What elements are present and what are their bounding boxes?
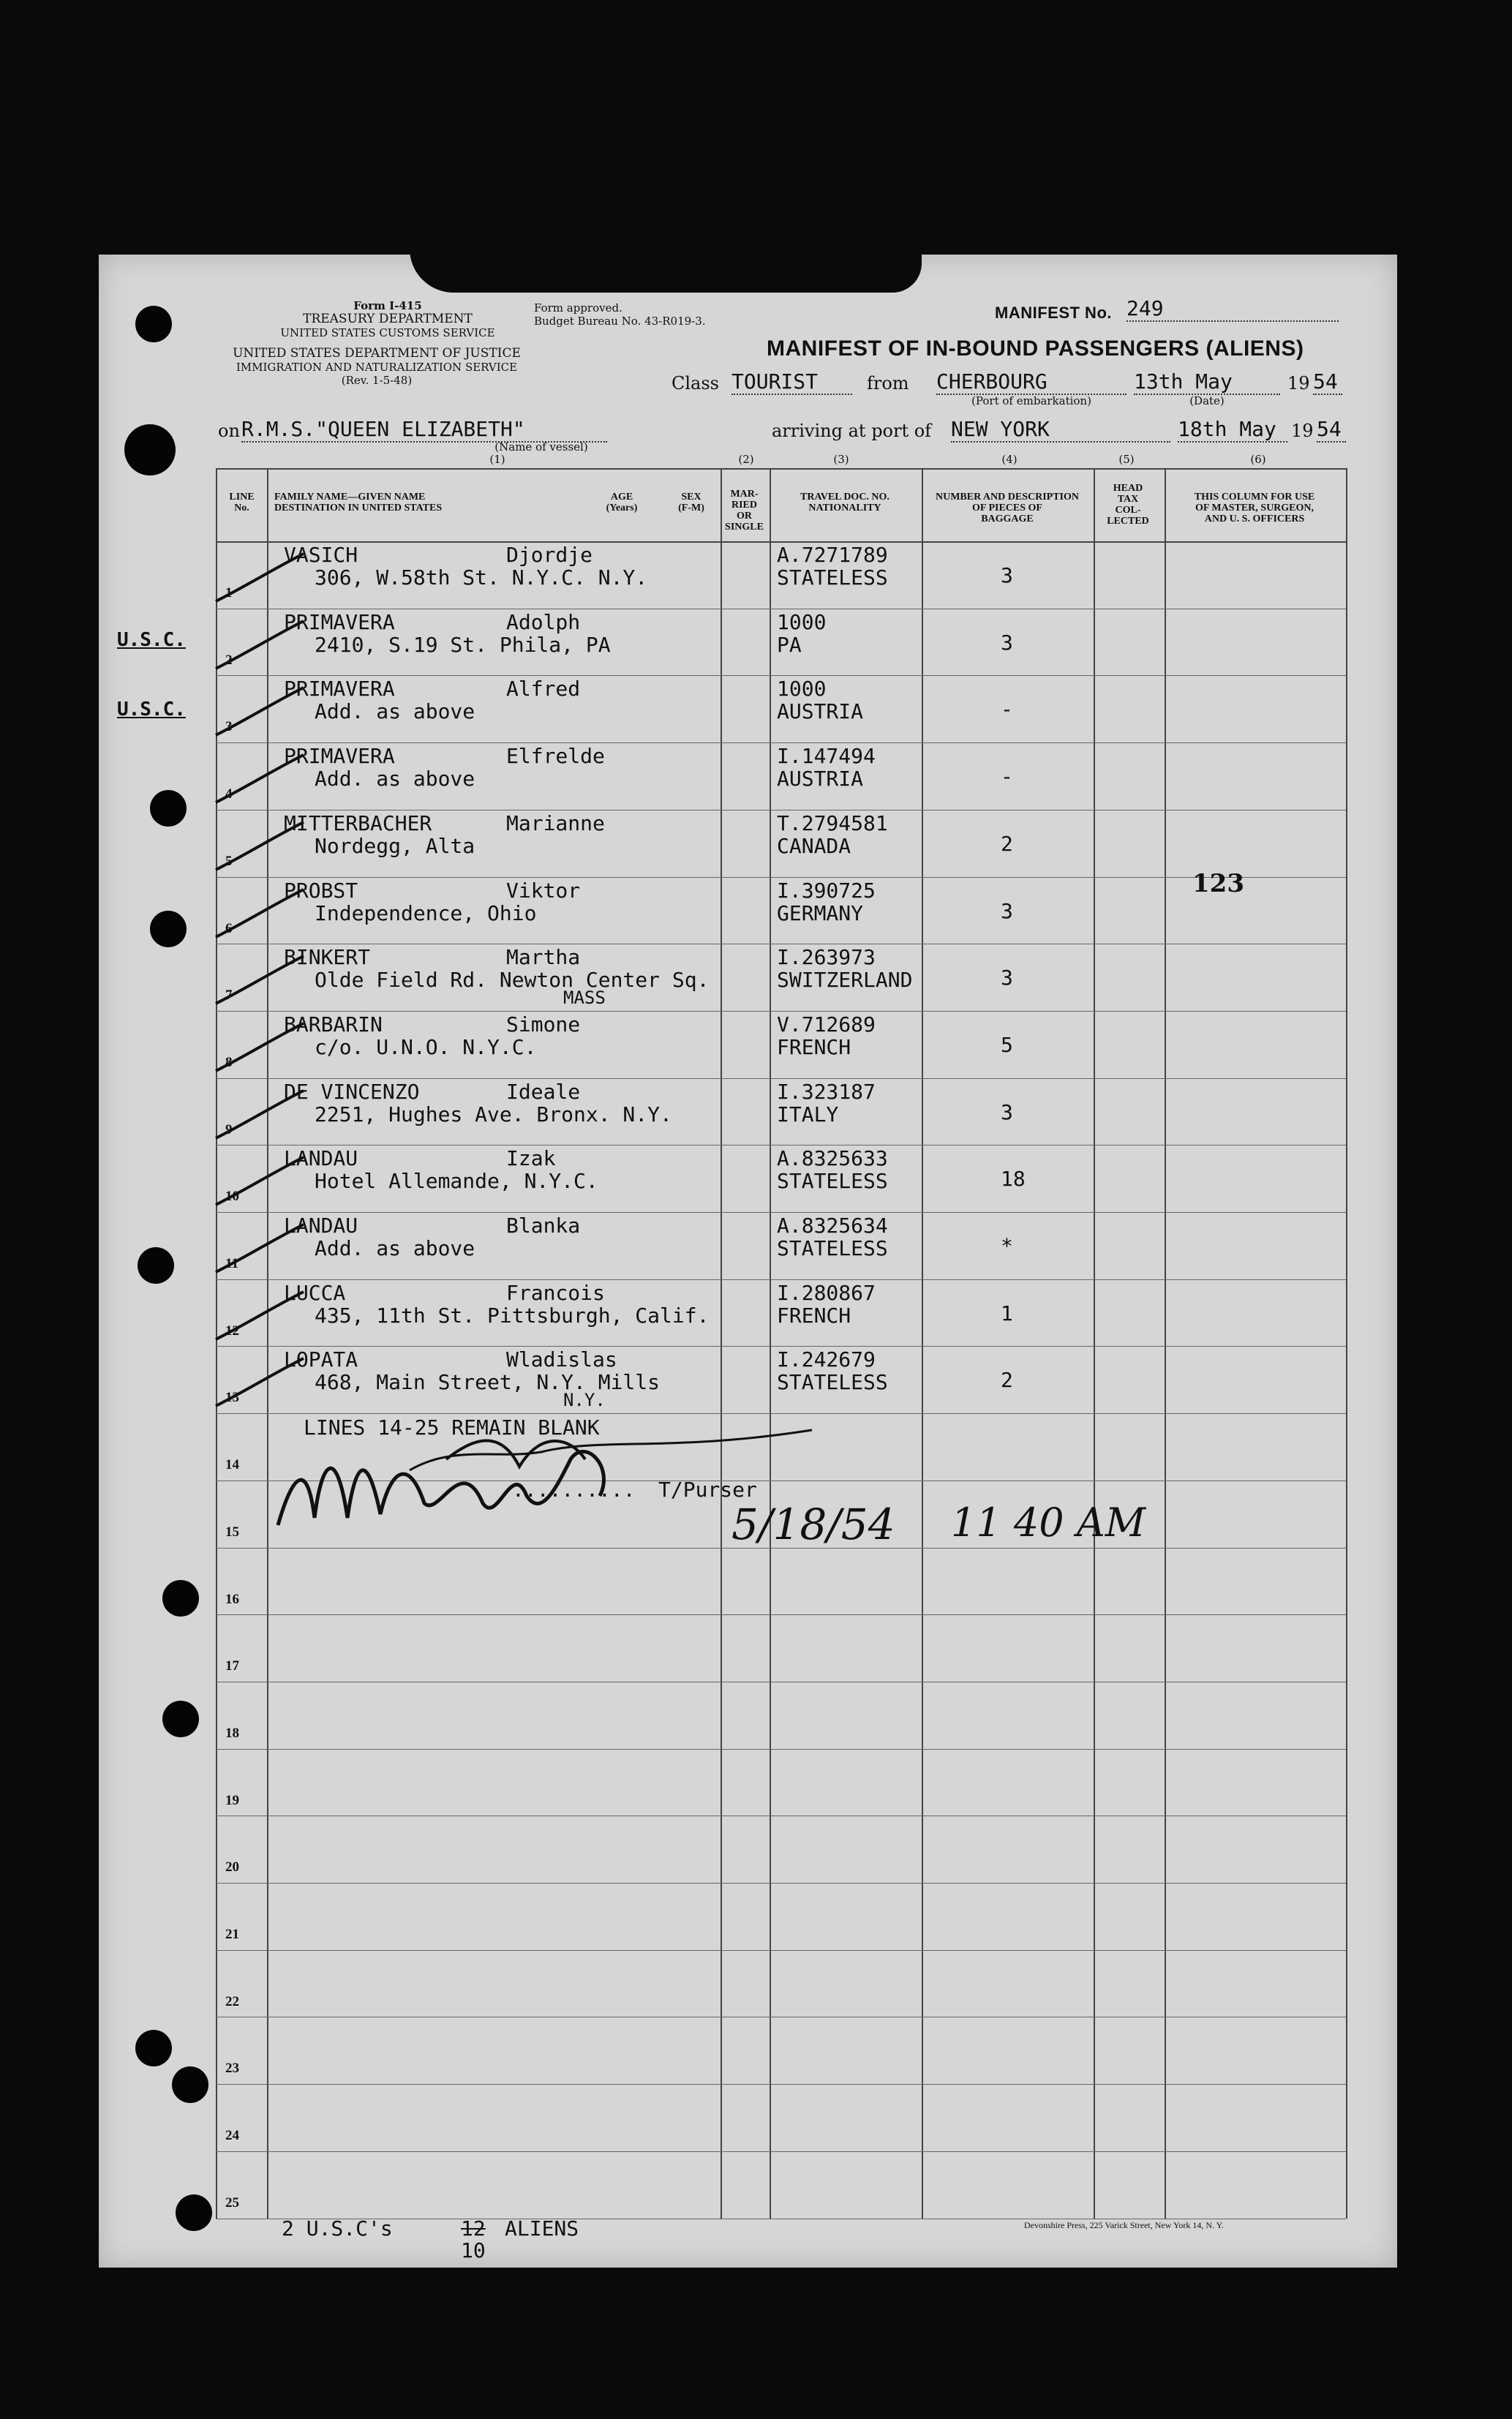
table-column-rule [1165,468,1166,2219]
family-name: BARBARIN [284,1012,383,1037]
line-number: 16 [225,1591,239,1607]
check-slash-mark [208,1355,311,1413]
destination-line-2: MASS [563,987,606,1009]
table-row-rule [216,1614,1346,1615]
punch-hole [150,790,187,827]
line-number: 8 [225,1054,233,1070]
from-label: from [867,373,909,394]
travel-doc-number: I.390725 [777,878,876,903]
punch-hole [162,1580,199,1617]
given-name: Blanka [506,1214,581,1238]
family-name: LANDAU [284,1146,358,1171]
baggage-count: 3 [1001,563,1013,587]
arrival-year-label: 19 [1291,421,1314,441]
table-column-rule [1346,468,1347,2219]
manifest-number: 249 [1127,296,1339,322]
nationality: STATELESS [777,1370,888,1395]
justice-dept: UNITED STATES DEPARTMENT OF JUSTICE [233,346,521,361]
check-slash-mark [208,684,311,742]
family-name: LANDAU [284,1214,358,1238]
arriving-label: arriving at port of [772,421,932,441]
line-number: 15 [225,1524,239,1540]
departure-date: 13th May [1134,369,1280,395]
baggage-count: 3 [1001,630,1013,655]
travel-doc-number: 1000 [777,609,827,634]
footer-aliens-label: ALIENS [505,2216,579,2241]
destination: Independence, Ohio [315,900,537,925]
travel-doc-number: I.263973 [777,945,876,970]
baggage-count: 1 [1001,1301,1013,1325]
col-number-1: (1) [489,453,505,466]
manifest-label: MANIFEST No. [995,304,1112,322]
remain-blank-note: LINES 14-25 REMAIN BLANK [304,1415,600,1440]
col-number-3: (3) [833,453,849,466]
destination: Hotel Allemande, N.Y.C. [315,1169,598,1194]
family-name: DE VINCENZO [284,1079,420,1104]
line-number: 17 [225,1658,239,1674]
class-label: Class [672,373,719,394]
port-embarkation: CHERBOURG [936,369,1127,395]
line-number: 10 [225,1189,239,1205]
table-column-rule [721,468,722,2219]
table-row-rule [216,1212,1346,1213]
line-number: 1 [225,585,233,601]
nationality: PA [777,632,802,657]
purser-dots: .......... [512,1478,636,1502]
line-number: 12 [225,1323,239,1339]
line-number: 24 [225,2128,239,2144]
nationality: FRENCH [777,1034,851,1059]
nationality: ITALY [777,1102,839,1126]
baggage-count: * [1001,1234,1013,1258]
table-column-rule [922,468,923,2219]
check-slash-mark [208,1221,311,1279]
nationality: STATELESS [777,1169,888,1194]
table-row-rule [216,675,1346,676]
baggage-count: - [1001,764,1013,789]
nationality: STATELESS [777,1236,888,1260]
family-name: BINKERT [284,945,371,970]
punch-hole [162,1701,199,1737]
table-row-rule [216,2084,1346,2085]
punch-hole [150,911,187,947]
destination: Olde Field Rd. Newton Center Sq. [315,968,710,993]
line-number: 18 [225,1725,239,1741]
table-column-rule [770,468,771,2219]
manifest-title: MANIFEST OF IN-BOUND PASSENGERS (ALIENS) [767,336,1304,361]
stamp-number: 123 [1192,869,1244,898]
destination: Add. as above [315,699,475,724]
punch-hole [135,2030,172,2066]
punch-hole [124,424,176,475]
baggage-count: 3 [1001,966,1013,990]
family-name: PROBST [284,878,358,903]
destination: 2251, Hughes Ave. Bronx. N.Y. [315,1102,672,1126]
travel-doc-number: A.7271789 [777,543,888,567]
travel-doc-number: I.323187 [777,1079,876,1104]
destination: 435, 11th St. Pittsburgh, Calif. [315,1303,710,1328]
line-number: 20 [225,1859,239,1876]
given-name: Elfrelde [506,744,605,769]
year-value: 54 [1313,369,1342,395]
family-name: VASICH [284,543,358,567]
given-name: Adolph [506,609,581,634]
check-slash-mark [208,550,311,609]
baggage-count: 3 [1001,1099,1013,1124]
punch-hole [172,2066,208,2103]
destination: Add. as above [315,767,475,791]
header-travel-doc: TRAVEL DOC. NO. NATIONALITY [800,492,889,513]
header-age: AGE (Years) [606,492,638,513]
line-number: 3 [225,719,233,735]
check-slash-mark [208,952,311,1011]
purser-label: T/Purser [658,1478,757,1502]
side-note-usc: U.S.C. [117,629,186,651]
baggage-count: 2 [1001,1368,1013,1393]
col-number-6: (6) [1250,453,1266,466]
nationality: SWITZERLAND [777,968,913,993]
check-slash-mark [208,617,311,676]
table-row-rule [216,2151,1346,2152]
given-name: Marianne [506,810,605,835]
travel-doc-number: 1000 [777,677,827,701]
customs-service: UNITED STATES CUSTOMS SERVICE [280,326,495,339]
class-value: TOURIST [731,369,852,395]
side-note-usc: U.S.C. [117,699,186,721]
nationality: FRENCH [777,1303,851,1328]
treasury-dept: TREASURY DEPARTMENT [303,312,473,326]
table-row-rule [216,742,1346,743]
nationality: AUSTRIA [777,767,864,791]
given-name: Simone [506,1012,581,1037]
baggage-count: 5 [1001,1032,1013,1057]
col-number-5: (5) [1118,453,1135,466]
header-line-no: LINE No. [229,492,255,513]
footer-aliens-corrected: 10 [461,2238,486,2262]
travel-doc-number: A.8325633 [777,1146,888,1171]
on-label: on [218,421,240,441]
travel-doc-number: I.280867 [777,1280,876,1305]
given-name: Ideale [506,1079,581,1104]
destination: c/o. U.N.O. N.Y.C. [315,1034,537,1059]
family-name: LOPATA [284,1347,358,1372]
baggage-count: 18 [1001,1167,1026,1192]
destination: Add. as above [315,1236,475,1260]
header-married: MAR- RIED OR SINGLE [725,489,764,533]
given-name: Francois [506,1280,605,1305]
given-name: Djordje [506,543,593,567]
handwritten-date: 5/18/54 [731,1500,895,1549]
nationality: STATELESS [777,565,888,590]
vessel-name: R.M.S."QUEEN ELIZABETH" [241,417,607,443]
check-slash-mark [208,819,311,877]
line-number: 11 [225,1256,238,1271]
line-number: 22 [225,1993,239,2009]
nationality: GERMANY [777,900,864,925]
line-number: 6 [225,920,233,936]
table-row-rule [216,1883,1346,1884]
arrival-port: NEW YORK [951,417,1170,443]
destination: 2410, S.19 St. Phila, PA [315,632,611,657]
travel-doc-number: I.147494 [777,744,876,769]
footer-aliens-struck: 12 [461,2216,486,2241]
family-name: MITTERBACHER [284,810,432,835]
table-row-rule [216,1950,1346,1951]
header-family-name: FAMILY NAME—GIVEN NAME DESTINATION IN UNITED STATES [274,492,443,513]
line-number: 7 [225,987,233,1004]
line-number: 4 [225,786,233,802]
arrival-year: 54 [1317,417,1346,443]
table-row-rule [216,1346,1346,1347]
table-row-rule [216,1749,1346,1750]
check-slash-mark [208,1154,311,1212]
form-number: Form I-415 [353,299,422,312]
check-slash-mark [208,1087,311,1145]
line-number: 21 [225,1927,239,1942]
travel-doc-number: I.242679 [777,1347,876,1372]
footer-uscs: 2 U.S.C's [282,2216,393,2241]
torn-edge [410,249,922,293]
line-number: 19 [225,1792,239,1808]
revision: (Rev. 1-5-48) [341,374,413,387]
baggage-count: 3 [1001,898,1013,923]
given-name: Alfred [506,677,581,701]
form-approved: Form approved. [534,301,623,315]
line-number: 25 [225,2194,239,2211]
check-slash-mark [208,886,311,944]
family-name: PRIMAVERA [284,677,395,701]
nationality: AUSTRIA [777,699,864,724]
line-number: 13 [225,1390,239,1406]
check-slash-mark [208,1288,311,1347]
nationality: CANADA [777,833,851,858]
header-baggage: NUMBER AND DESCRIPTION OF PIECES OF BAGGAGE [935,492,1080,524]
table-column-rule [1094,468,1095,2219]
given-name: Viktor [506,878,581,903]
family-name: PRIMAVERA [284,744,395,769]
family-name: PRIMAVERA [284,609,395,634]
vessel-caption: (Name of vessel) [494,440,588,454]
given-name: Izak [506,1146,556,1171]
destination: 306, W.58th St. N.Y.C. N.Y. [315,565,648,590]
baggage-count: - [1001,697,1013,722]
punch-hole [135,306,172,342]
travel-doc-number: T.2794581 [777,810,888,835]
budget-bureau: Budget Bureau No. 43-R019-3. [534,315,706,328]
header-officers: THIS COLUMN FOR USE OF MASTER, SURGEON, AND U. S. OFFICERS [1194,492,1315,524]
col-number-2: (2) [738,453,754,466]
line-number: 14 [225,1457,239,1473]
header-head-tax: HEAD TAX COL- LECTED [1107,483,1149,527]
printer-credit: Devonshire Press, 225 Varick Street, New York 14, N. Y. [1024,2220,1224,2230]
year-label: 19 [1287,373,1310,394]
line-number: 5 [225,853,233,869]
check-slash-mark [208,751,311,810]
header-sex: SEX (F-M) [678,492,704,513]
table-row-rule [216,468,1346,470]
arrival-date: 18th May [1178,417,1287,443]
table-row-rule [216,1413,1346,1414]
table-row-rule [216,1011,1346,1012]
date-caption: (Date) [1189,394,1225,407]
baggage-count: 2 [1001,831,1013,856]
col-number-4: (4) [1001,453,1018,466]
line-number: 9 [225,1121,233,1137]
line-number: 23 [225,2061,239,2077]
destination: Nordegg, Alta [315,833,475,858]
travel-doc-number: V.712689 [777,1012,876,1037]
port-caption: (Port of embarkation) [971,394,1091,407]
line-number: 2 [225,652,233,668]
ins: IMMIGRATION AND NATURALIZATION SERVICE [236,361,518,374]
given-name: Martha [506,945,581,970]
destination-line-2: N.Y. [563,1390,606,1411]
given-name: Wladislas [506,1347,617,1372]
travel-doc-number: A.8325634 [777,1214,888,1238]
check-slash-mark [208,1020,311,1078]
family-name: LUCCA [284,1280,346,1305]
handwritten-time: 11 40 AM [951,1500,1146,1546]
punch-hole [138,1247,174,1284]
punch-hole [176,2194,212,2231]
destination: 468, Main Street, N.Y. Mills [315,1370,661,1395]
